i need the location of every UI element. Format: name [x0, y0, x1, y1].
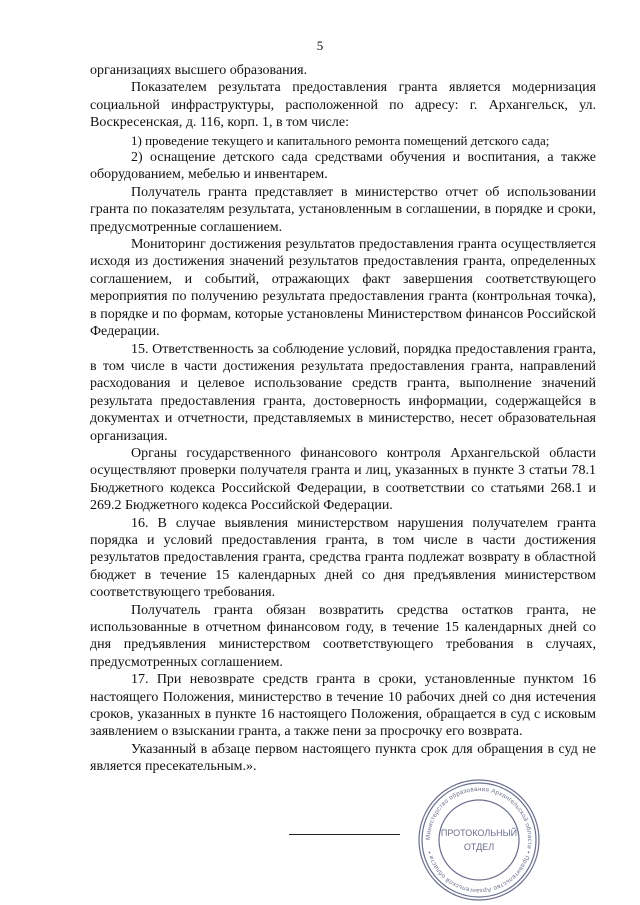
list-item-repair: 1) проведение текущего и капитального ремонта помещений детского сада; — [131, 132, 550, 148]
list-item-equipment: 2) оснащение детского сада средствами обучения и воспитания, а также оборудованием, мебелью и инвентарем. — [90, 150, 596, 183]
paragraph-financial-control: Органы государственного финансового контроля Архангельской области осуществляют проверки получателя гранта и лиц, указанных в пункте 3 статьи 78.1 Бюджетного кодекса Российской Федерации, в соответствии со статьями 268.1 и 269.2 Бюджетного кодекса Российской Федерации. — [90, 445, 596, 514]
stamp-center-text-2: ОТДЕЛ — [463, 842, 495, 852]
stamp-inner-ring — [439, 800, 519, 880]
stamp-ring-text: Министерство образования Архангельской области • Правительство Архангельской области • — [424, 785, 534, 895]
paragraph-continuation: организациях высшего образования. — [90, 63, 308, 78]
closing-rule — [289, 834, 400, 835]
svg-text:Министерство образования Архан — [425, 786, 533, 894]
paragraph-result-indicator: Показателем результата предоставления гранта является модернизация социальной инфраструктуры, расположенной по адресу: г. Архангельск, ул. Воскресенская, д. 116, корп. 1, в том числе: — [90, 80, 596, 131]
paragraph-return-remainder: Получатель гранта обязан возвратить средства остатков гранта, не использованные в отчетном финансовом году, в течение 15 календарных дней со дня предъявления министерством соответствующего требования в случаях, предусмотренных соглашением. — [90, 602, 596, 670]
document-body — [90, 62, 596, 776]
paragraph-deadline-note: Указанный в абзаце первом настоящего пункта срок для обращения в суд не является пресекательным.». — [90, 741, 596, 775]
protocol-department-stamp — [415, 778, 543, 902]
stamp-center-text-1: ПРОТОКОЛЬНЫЙ — [440, 828, 518, 838]
paragraph-section-15: 15. Ответственность за соблюдение условий, порядка предоставления гранта, в том числе в части достижения результата предоставления гранта, направлений расходования и целевое использование средств гранта, выполнение значений результата предоставления гранта, достоверность информации, содержащейся в документах и отчетности, представляемых в министерство, несет образовательная организация. — [90, 341, 596, 444]
paragraph-section-17: 17. При невозврате средств гранта в сроки, установленные пунктом 16 настоящего Положения, министерство в течение 10 рабочих дней со дня истечения сроков, указанных в пункте 16 настоящего Положения, обращается в суд с исковым заявлением о взыскании гранта, а также пени за просрочку его возврата. — [90, 672, 596, 740]
paragraph-monitoring: Мониторинг достижения результатов предоставления гранта осуществляется исходя из достижения значений результатов предоставления гранта, определенных соглашением, и событий, отражающих факт завершения соответствующего мероприятия по получению результата предоставления гранта (контрольная точка), в порядке и по формам, которые установлены Министерством финансов Российской Федерации. — [90, 237, 596, 340]
page-number: 5 — [316, 38, 324, 53]
paragraph-section-16: 16. В случае выявления министерством нарушения получателем гранта порядка и условий предоставления гранта, в том числе в части достижения результатов предоставления гранта, средства гранта подлежат возврату в областной бюджет в течение 15 календарных дней со дня предъявления министерством соответствующего требования. — [90, 515, 596, 601]
stamp-outer-ring — [419, 780, 539, 900]
paragraph-report: Получатель гранта представляет в министерство отчет об использовании гранта по показателям результата, установленным в соглашении, в порядке и сроки, предусмотренные соглашением. — [90, 184, 596, 235]
